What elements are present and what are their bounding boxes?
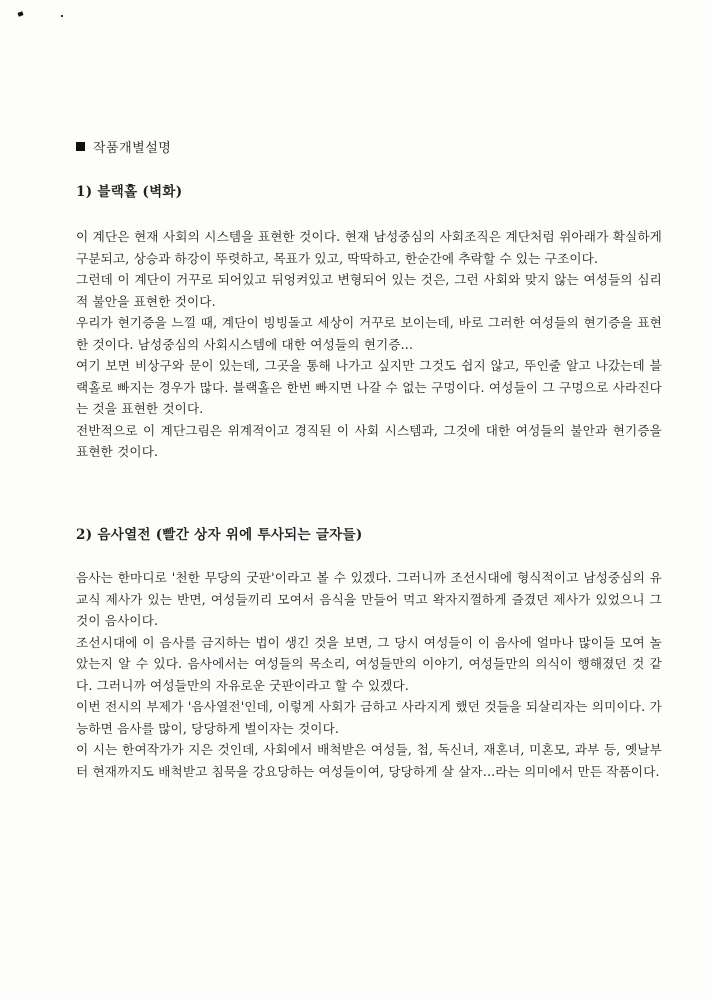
scan-mark — [17, 11, 23, 16]
section2-title-block — [76, 523, 662, 543]
page-heading-text: 작품개별설명 — [93, 141, 172, 156]
section1-paragraph: 이 계단은 현재 사회의 시스템을 표현한 것이다. 현재 남성중심의 사회조직은 계단처럼 위아래가 확실하게 구분되고, 상승과 하강이 뚜렷하고, 목표가 있고, 딱딱하고, 한순간에 추락할 수 있는 구조이다. — [76, 229, 662, 266]
section2-title: 2) 음사열전 (빨간 상자 위에 투사되는 글자들) — [76, 527, 363, 543]
section2-paragraph: 음사는 한마디로 '천한 무당의 굿판'이라고 볼 수 있겠다. 그러니까 조선시대에 형식적이고 남성중심의 유교식 제사가 있는 반면, 여성들끼리 모여서 음식을 만들어 먹고 왁자지껄하게 즐겼던 제사가 있었으니 그것이 음사이다. — [76, 570, 662, 628]
square-bullet-icon — [76, 142, 85, 151]
section2-paragraph: 이 시는 한여작가가 지은 것인데, 사회에서 배척받은 여성들, 첩, 독신녀, 재혼녀, 미혼모, 과부 등, 옛날부터 현재까지도 배척받고 침묵을 강요당하는 여성들이여, 당당하게 살 살자...라는 의미에서 만든 작품이다. — [76, 742, 662, 779]
section1-paragraph: 우리가 현기증을 느낄 때, 계단이 빙빙돌고 세상이 거꾸로 보이는데, 바로 그러한 여성들의 현기증을 표현한 것이다. 남성중심의 사회시스템에 대한 여성들의 현기증... — [76, 315, 662, 352]
section2-body — [76, 567, 662, 782]
page-heading — [76, 137, 171, 156]
section1-paragraph: 그런데 이 계단이 거꾸로 되어있고 뒤엉켜있고 변형되어 있는 것은, 그런 사회와 맞지 않는 여성들의 심리적 불안을 표현한 것이다. — [76, 272, 662, 309]
section1-title-block — [76, 180, 662, 200]
scan-dot — [61, 15, 63, 17]
section1-title: 1) 블랙홀 (벽화) — [76, 184, 183, 200]
section2-paragraph: 조선시대에 이 음사를 금지하는 법이 생긴 것을 보면, 그 당시 여성들이 이 음사에 얼마나 많이들 모여 놀았는지 알 수 있다. 음사에서는 여성들의 목소리, 여성들만의 이야기, 여성들만의 의식이 행해졌던 것 같다. 그러니까 여성들만의 자유로운 굿판이라고 할 수 있겠다. — [76, 634, 662, 693]
section2-paragraph: 이번 전시의 부제가 '음사열전'인데, 이렇게 사회가 금하고 사라지게 했던 것들을 되살리자는 의미이다. 가능하면 음사를 많이, 당당하게 벌이자는 것이다. — [76, 699, 662, 736]
section1-paragraph: 전반적으로 이 계단그림은 위계적이고 경직된 이 사회 시스템과, 그것에 대한 여성들의 불안과 현기증을 표현한 것이다. — [76, 422, 662, 459]
section1-body — [76, 226, 662, 463]
section1-paragraph: 여기 보면 비상구와 문이 있는데, 그곳을 통해 나가고 싶지만 그것도 쉽지 않고, 뚜인줄 알고 나갔는데 블랙홀로 빠지는 경우가 많다. 블랙홀은 한번 빠지면 나갈 수 없는 구멍이다. 여성들이 그 구멍으로 사라진다는 것을 표현한 것이다. — [76, 358, 662, 416]
